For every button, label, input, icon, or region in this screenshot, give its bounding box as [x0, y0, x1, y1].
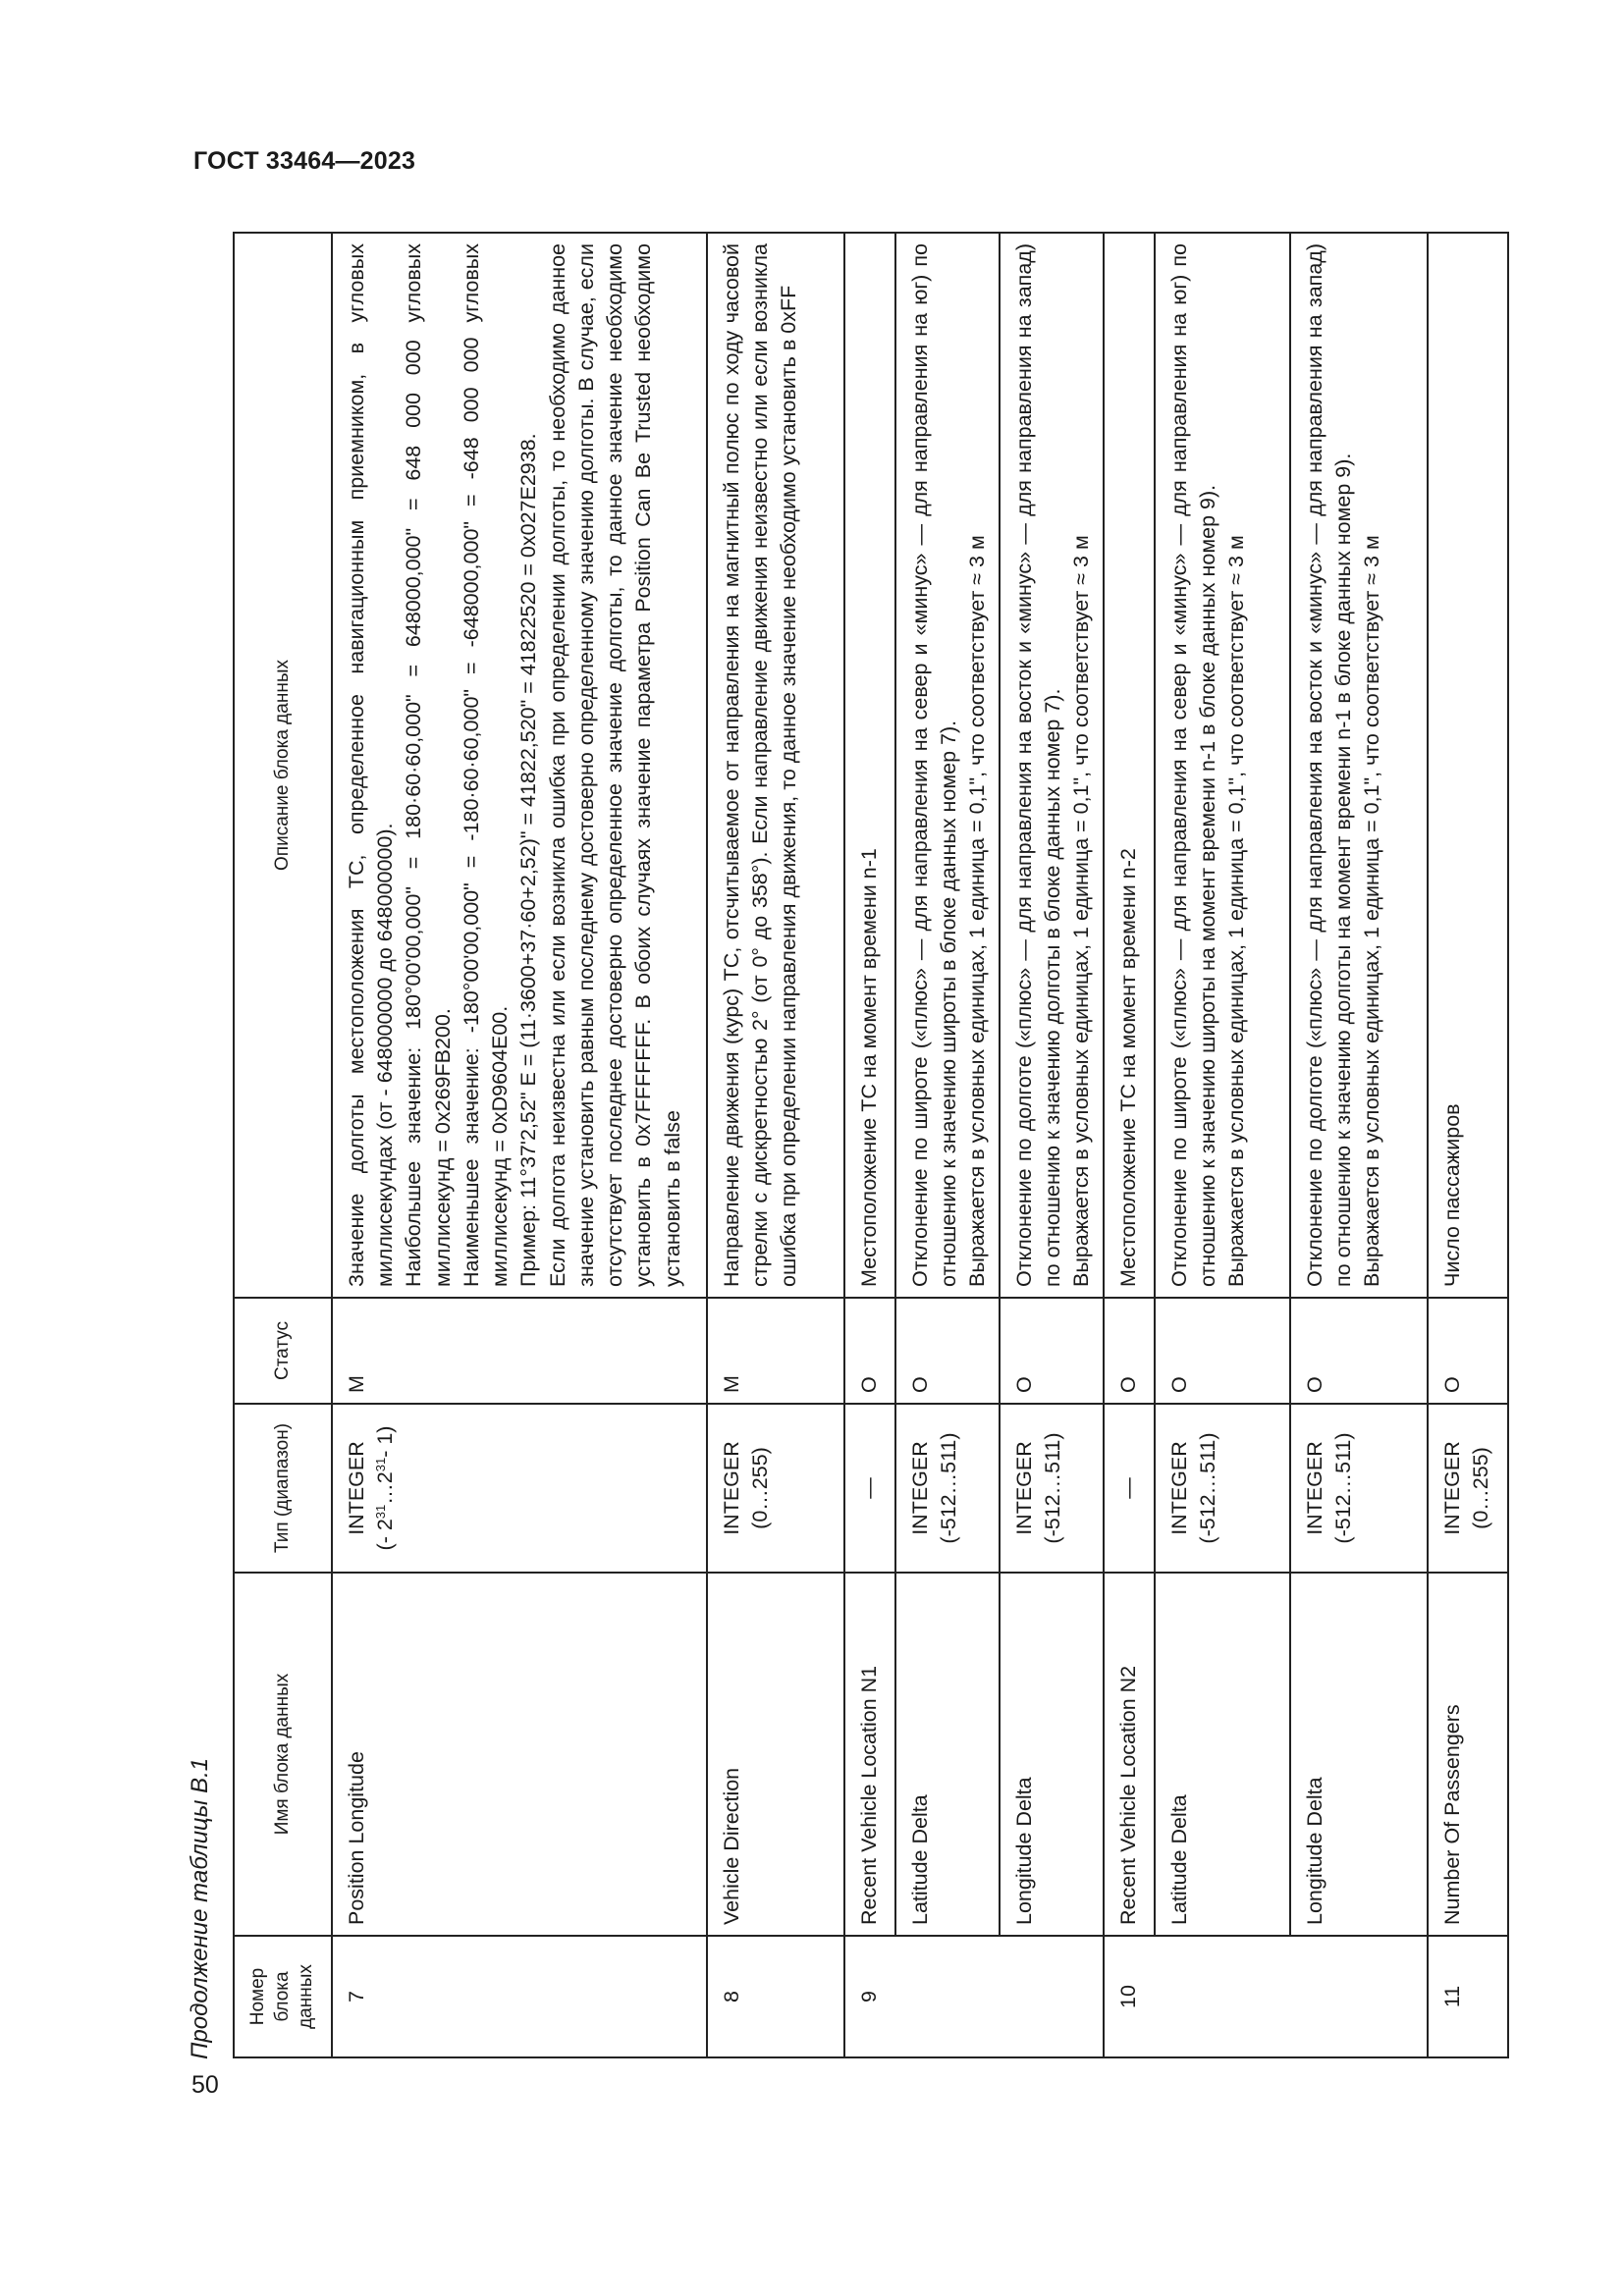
type-range: (-512…511) — [937, 1432, 961, 1544]
type-range-exp2: 31 — [373, 1457, 389, 1472]
description-paragraph: Если долгота неизвестна или если возникла ошибка при определении долготы, то необходимо данное значение установить равным последнему достоверно определенному значению долготы. В случае, если отсутствует последнее достоверно определенное значение долготы, то данное значение необходимо установить в 0x7FFFFFFF. В обоих случаях значение параметра Position Can Be Trusted необходимо установить в false — [545, 243, 684, 1287]
rotated-table-wrapper — [233, 234, 1507, 2058]
block-type — [1000, 1404, 1104, 1573]
description-paragraph: Число пассажиров — [1440, 1103, 1464, 1287]
type-range: (0…255) — [748, 1447, 773, 1529]
block-number: 10 — [1104, 1936, 1428, 2057]
block-type — [895, 1404, 1000, 1573]
block-name: Vehicle Direction — [707, 1573, 844, 1936]
col-header-status: Статус — [234, 1298, 332, 1404]
description-paragraph: Отклонение по долготе («плюс» — для направления на восток и «минус» — для направления на запад) по отношению к значению долготы в блоке данных номер 7). — [1012, 243, 1065, 1287]
table-header-row — [234, 233, 332, 2057]
table-row — [1155, 233, 1290, 2057]
block-status: O — [844, 1298, 895, 1404]
block-description — [844, 233, 895, 1298]
type-range-exp1: 31 — [373, 1504, 389, 1520]
table-row — [1428, 233, 1508, 2057]
block-status: O — [1428, 1298, 1508, 1404]
type-range: (-512…511) — [1196, 1432, 1220, 1544]
description-paragraph: Направление движения (курс) ТС, отсчитываемое от направления на магнитный полюс по ходу часовой стрелки с дискретностью 2° (от 0° до 358°). Если направление движения неизвестно или если возникла ошибка при определении направления движения, то данное значение необходимо установить в 0xFF — [720, 243, 801, 1287]
block-description — [332, 233, 707, 1298]
block-type — [1155, 1404, 1290, 1573]
table-row — [1000, 233, 1104, 2057]
description-paragraph: Отклонение по долготе («плюс» — для направления на восток и «минус» — для направления на запад) по отношению к значению долготы на момент времени n-1 в блоке данных номер 9). — [1303, 243, 1356, 1287]
type-range-close: - 1) — [373, 1425, 398, 1458]
description-paragraph: Выражается в условных единицах, 1 единица = 0,1", что соответствует ≈ 3 м — [1069, 535, 1094, 1287]
type-name: INTEGER — [908, 1441, 932, 1535]
block-description — [707, 233, 844, 1298]
block-description — [1290, 233, 1428, 1298]
description-paragraph: Пример: 11°37'2,52" E = (11·3600+37·60+2,52)" = 41822,520" = 41822520 = 0x027E2938. — [516, 433, 541, 1287]
data-blocks-table — [233, 232, 1509, 2058]
description-paragraph: Отклонение по широте («плюс» — для направления на север и «минус» — для направления на юг) по отношению к значению широты в блоке данных номер 7). — [908, 243, 961, 1287]
block-description — [1428, 233, 1508, 1298]
block-type: — — [844, 1404, 895, 1573]
block-description — [1104, 233, 1155, 1298]
description-paragraph: Наибольшее значение: 180°00'00,000" = 180·60·60,000" = 648000,000" = 648 000 000 угловых миллисекунд = 0x269FB200. — [402, 243, 455, 1287]
block-number: 8 — [707, 1936, 844, 2057]
block-name: Number Of Passengers — [1428, 1573, 1508, 1936]
block-number: 11 — [1428, 1936, 1508, 2057]
type-name: INTEGER — [1303, 1441, 1326, 1535]
table-row — [707, 233, 844, 2057]
standard-title: ГОСТ 33464—2023 — [193, 147, 416, 175]
block-name: Longitude Delta — [1000, 1573, 1104, 1936]
block-type — [1290, 1404, 1428, 1573]
block-type — [332, 1404, 707, 1573]
type-range-open: (- 2 — [373, 1519, 398, 1551]
block-status: M — [332, 1298, 707, 1404]
block-name: Latitude Delta — [895, 1573, 1000, 1936]
block-status: O — [1290, 1298, 1428, 1404]
block-description — [1000, 233, 1104, 1298]
description-paragraph: Выражается в условных единицах, 1 единица = 0,1", что соответствует ≈ 3 м — [1360, 535, 1384, 1287]
col-header-name: Имя блока данных — [234, 1573, 332, 1936]
table-row — [1290, 233, 1428, 2057]
block-name: Latitude Delta — [1155, 1573, 1290, 1936]
block-number: 9 — [844, 1936, 1104, 2057]
block-description — [1155, 233, 1290, 1298]
table-row — [1104, 233, 1155, 2057]
block-name: Longitude Delta — [1290, 1573, 1428, 1936]
description-paragraph: Значение долготы местоположения ТС, определенное навигационным приемником, в угловых миллисекундах (от - 648000000 до 648000000). — [345, 243, 398, 1287]
table-row — [895, 233, 1000, 2057]
block-status: O — [895, 1298, 1000, 1404]
type-name: INTEGER — [1012, 1441, 1036, 1535]
type-name: INTEGER — [1440, 1441, 1464, 1535]
block-type — [1428, 1404, 1508, 1573]
page-number: 50 — [191, 2071, 219, 2099]
block-number: 7 — [332, 1936, 707, 2057]
type-range: (0…255) — [1469, 1447, 1493, 1529]
type-name: INTEGER — [720, 1441, 743, 1535]
table-caption: Продолжение таблицы В.1 — [187, 1757, 213, 2059]
block-type — [707, 1404, 844, 1573]
description-paragraph: Выражается в условных единицах, 1 единица = 0,1", что соответствует ≈ 3 м — [1224, 535, 1249, 1287]
description-paragraph: Отклонение по широте («плюс» — для направления на север и «минус» — для направления на юг) по отношению к значению широты на момент времени n-1 в блоке данных номер 9). — [1167, 243, 1220, 1287]
description-paragraph: Местоположение ТС на момент времени n-1 — [857, 848, 881, 1287]
type-range: (-512…511) — [1331, 1432, 1356, 1544]
type-name: INTEGER — [345, 1441, 368, 1535]
description-paragraph: Выражается в условных единицах, 1 единица = 0,1", что соответствует ≈ 3 м — [965, 535, 990, 1287]
block-name: Position Longitude — [332, 1573, 707, 1936]
description-paragraph: Местоположение ТС на момент времени n-2 — [1116, 848, 1140, 1287]
block-type: — — [1104, 1404, 1155, 1573]
type-range: (-512…511) — [1041, 1432, 1065, 1544]
block-description — [895, 233, 1000, 1298]
col-header-type: Тип (диапазон) — [234, 1404, 332, 1573]
table-row — [332, 233, 707, 2057]
col-header-description: Описание блока данных — [234, 233, 332, 1298]
block-name: Recent Vehicle Location N1 — [844, 1573, 895, 1936]
block-status: M — [707, 1298, 844, 1404]
block-status: O — [1104, 1298, 1155, 1404]
table-row — [844, 233, 895, 2057]
type-name: INTEGER — [1167, 1441, 1191, 1535]
block-status: O — [1155, 1298, 1290, 1404]
block-name: Recent Vehicle Location N2 — [1104, 1573, 1155, 1936]
description-paragraph: Наименьшее значение: -180°00'00,000" = -180·60·60,000" = -648000,000" = -648 000 000 угловых миллисекунд = 0xD9604E00. — [459, 243, 513, 1287]
type-range-mid: …2 — [373, 1471, 398, 1505]
block-status: O — [1000, 1298, 1104, 1404]
col-header-num: Номер блока данных — [234, 1936, 332, 2057]
